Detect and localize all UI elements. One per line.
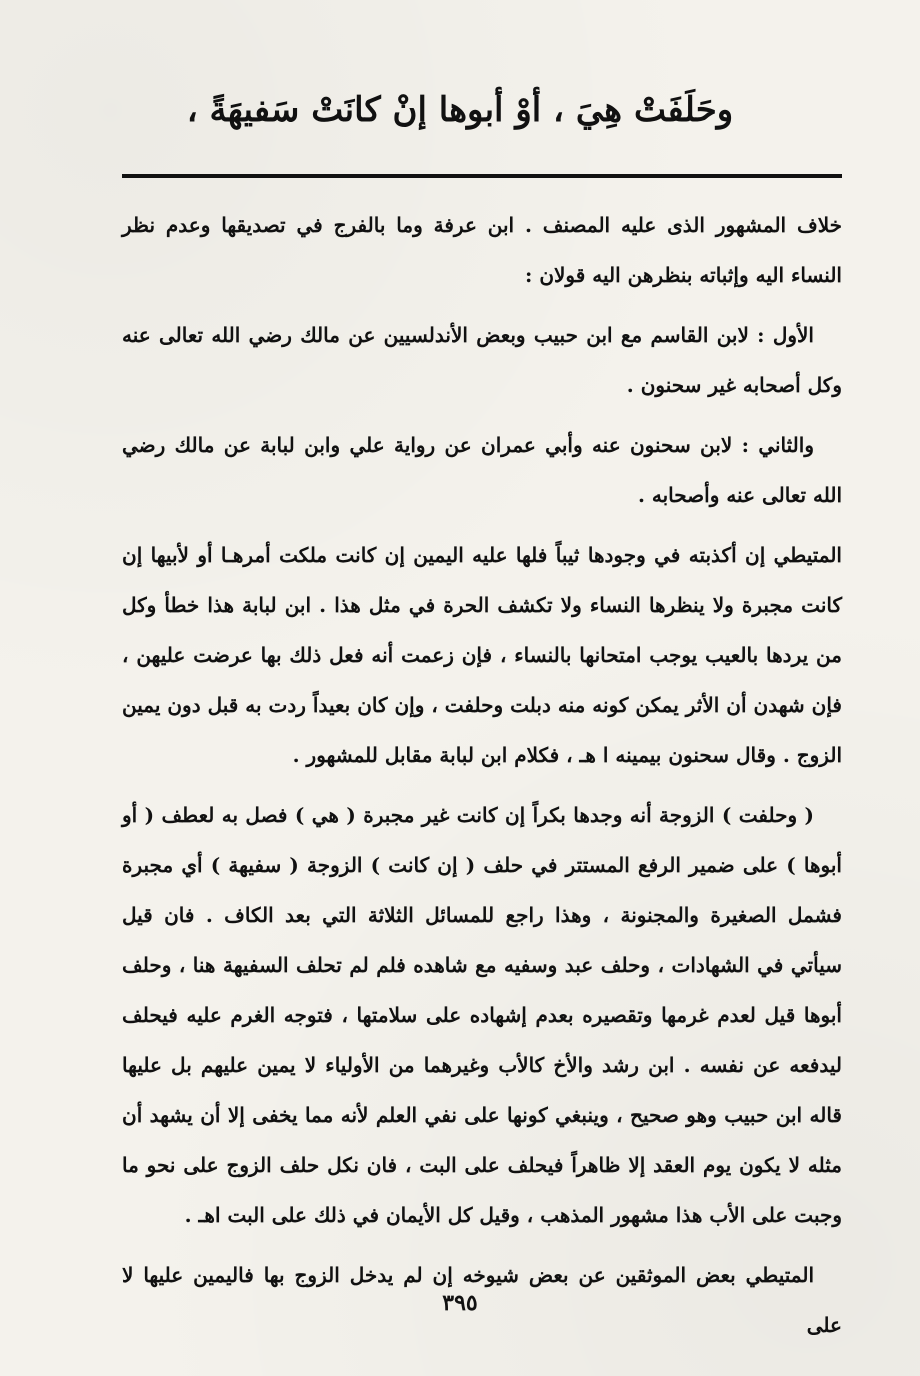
paragraph-5: ( وحلفت ) الزوجة أنه وجدها بكراً إن كانت غير مجبرة ( هي ) فصل به لعطف ( أو أبوها ) على ضمير الرفع المستتر في حلف ( إن كانت ) الزوجة ( سفيهة ) أي مجبرة فشمل الصغيرة والمجنونة ، وهذا راجع للمسائل الثلاثة التي بعد الكاف . فان قيل سيأتي في الشهادات ، وحلف عبد وسفيه مع شاهده فلم لم تحلف السفيهة هنا ، وحلف أبوها قيل لعدم غرمها وتقصيره بعدم إشهاده على سلامتها ، فتوجه الغرم عليه فيحلف ليدفعه عن نفسه . ابن رشد والأخ كالأب وغيرهما من الأولياء لا يمين عليهم بل عليها قاله ابن حبيب وهو صحيح ، وينبغي كونها على نفي العلم لأنه مما يخفى إلا أن يشهد أن مثله لا يكون يوم العقد إلا ظاهراً فيحلف على البت ، فان نكل حلف الزوج على نحو ما وجبت على الأب هذا مشهور المذهب ، وقيل كل الأيمان في ذلك على البت اهـ . — [122, 803, 842, 1227]
paragraph-2: الأول : لابن القاسم مع ابن حبيب وبعض الأندلسيين عن مالك رضي الله تعالى عنه وكل أصحابه غير سحنون . — [122, 323, 842, 397]
paragraph-3: والثاني : لابن سحنون عنه وأبي عمران عن رواية علي وابن لبابة عن مالك رضي الله تعالى عنه وأصحابه . — [122, 433, 842, 507]
paragraph-1: خلاف المشهور الذى عليه المصنف . ابن عرفة وما بالفرج في تصديقها وعدم نظر النساء اليه وإثباته بنظرهن اليه قولان : — [122, 213, 842, 287]
paragraph-6: المتيطي بعض الموثقين عن بعض شيوخه إن لم يدخل الزوج بها فاليمين عليها لا على — [122, 1263, 842, 1337]
body-text — [122, 200, 842, 1360]
paragraph-4: المتيطي إن أكذبته في وجودها ثيباً فلها عليه اليمين إن كانت ملكت أمرهـا أو لأبيها إن كانت مجبرة ولا ينظرها النساء ولا تكشف الحرة في مثل هذا . ابن لبابة هذا خطأ وكل من يردها بالعيب يوجب امتحانها بالنساء ، فإن زعمت أنه فعل ذلك بها عرضت عليهن ، فإن شهدن أن الأثر يمكن كونه منه دبلت وحلفت ، وإن كان بعيداً ردت به قبل دون يمين الزوج . وقال سحنون بيمينه ا هـ ، فكلام ابن لبابة مقابل للمشهور . — [122, 543, 842, 767]
header-rule — [122, 174, 842, 178]
running-head: وحَلَفَتْ هِيَ ، أوْ أبوها إنْ كانَتْ سَفيهَةً ، — [186, 90, 734, 130]
page-number: ٣٩٥ — [442, 1290, 478, 1316]
